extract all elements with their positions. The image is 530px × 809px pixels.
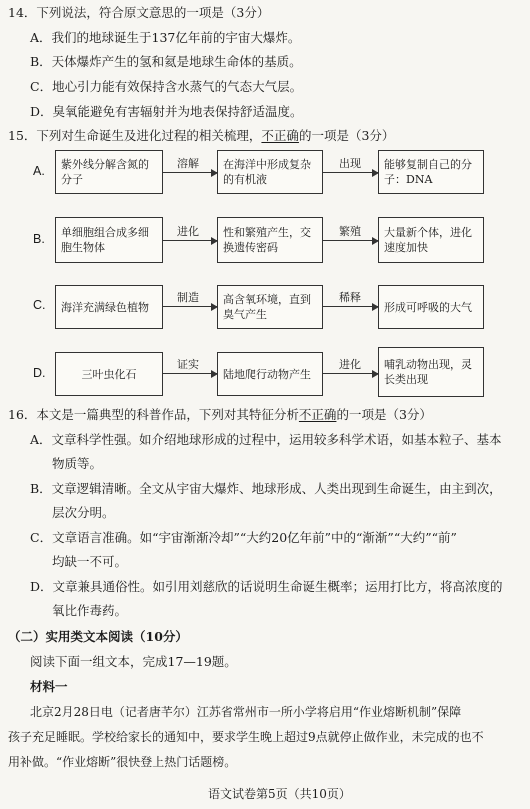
- q14-option-c: C．地心引力能有效保持含水蒸气的气态大气层。: [30, 79, 303, 94]
- q16-option-b-line-2: 层次分明。: [52, 505, 115, 520]
- material-1-line-1: 北京2月28日电（记者唐芊尔）江苏省常州市一所小学将启用“作业熔断机制”保障: [30, 705, 462, 719]
- q15-row-a-letter: A.: [33, 164, 45, 178]
- material-1-line-3: 用补做。“作业熔断”很快登上热门话题榜。: [8, 755, 237, 769]
- q16-option-d-line-2: 氧比作毒药。: [52, 603, 128, 618]
- q16-option-a-line-1: A．文章科学性强。如介绍地球形成的过程中，运用较多科学术语，如基本粒子、基本: [30, 432, 502, 447]
- q15-row-a-arrow-2: [323, 172, 378, 173]
- q14-stem: 14．下列说法，符合原文意思的一项是（3分）: [8, 5, 270, 20]
- q15-row-b-arrow-1: [163, 240, 217, 241]
- q15-row-d-box-1: 三叶虫化石: [55, 352, 163, 396]
- q15-row-b-box-2: 性和繁殖产生，交换遗传密码: [217, 217, 323, 263]
- q15-row-b-arrow-2-label: 繁殖: [339, 225, 361, 238]
- material-1-line-2: 孩子充足睡眠。学校给家长的通知中，要求学生晚上超过9点就停止做作业，未完成的也不: [8, 730, 484, 744]
- q15-stem-post: 的一项是（3分）: [298, 128, 395, 143]
- q15-stem-underlined: 不正确: [261, 128, 299, 143]
- q15-row-c-box-2: 高含氧环境，直到臭气产生: [217, 285, 323, 329]
- section-2-heading: （二）实用类文本阅读（10分）: [8, 629, 188, 644]
- q15-row-d-arrow-1: [163, 373, 217, 374]
- q15-row-c-arrow-2: [323, 306, 378, 307]
- q16-stem: [8, 407, 432, 423]
- page-footer: 语文试卷第5页（共10页）: [208, 787, 351, 801]
- q15-stem: [8, 128, 394, 144]
- q15-row-b-box-1: 单细胞组合成多细胞生物体: [55, 217, 163, 263]
- q16-option-a-line-2: 物质等。: [52, 456, 103, 471]
- q16-option-c-line-2: 均缺一不可。: [52, 554, 128, 569]
- q16-option-d-line-1: D．文章兼具通俗性。如引用刘慈欣的话说明生命诞生概率；运用打比方，将高浓度的: [30, 579, 503, 594]
- q15-row-d-box-2: 陆地爬行动物产生: [217, 352, 323, 396]
- q15-stem-pre: 15．下列对生命诞生及进化过程的相关梳理，: [8, 128, 262, 143]
- q16-option-c-line-1: C．文章语言准确。如“宇宙渐渐冷却”“大约20亿年前”中的“渐渐”“大约”“前”: [30, 530, 457, 545]
- q15-row-a-box-1: 紫外线分解含氮的分子: [55, 150, 163, 194]
- q15-row-d-box-3: 哺乳动物出现，灵长类出现: [378, 347, 484, 397]
- q15-row-a-arrow-1: [163, 172, 217, 173]
- q15-row-d-letter: D.: [33, 366, 46, 380]
- q15-row-b-arrow-2: [323, 240, 378, 241]
- q14-option-d: D．臭氧能避免有害辐射并为地表保持舒适温度。: [30, 104, 303, 119]
- q15-row-c-box-3: 形成可呼吸的大气: [378, 285, 484, 329]
- q15-row-c-arrow-1-label: 制造: [177, 291, 199, 304]
- q15-row-b-box-3: 大量新个体，进化速度加快: [378, 217, 484, 263]
- q16-stem-post: 的一项是（3分）: [336, 407, 432, 422]
- q14-option-b: B．天体爆炸产生的氢和氦是地球生命体的基质。: [30, 54, 302, 69]
- q15-row-b-arrow-1-label: 进化: [177, 225, 199, 238]
- q15-row-c-letter: C.: [33, 298, 46, 312]
- q15-row-a-box-2: 在海洋中形成复杂的有机液: [217, 150, 323, 194]
- q15-row-d-arrow-2: [323, 373, 378, 374]
- q15-row-c-box-1: 海洋充满绿色植物: [55, 285, 163, 329]
- q15-row-b-letter: B.: [33, 232, 45, 246]
- q15-row-a-box-3: 能够复制自己的分子：DNA: [378, 150, 484, 194]
- q15-row-d-arrow-2-label: 进化: [339, 358, 361, 371]
- q16-stem-underlined: 不正确: [298, 407, 337, 422]
- q15-row-a-arrow-2-label: 出现: [339, 157, 361, 170]
- q15-row-c-arrow-2-label: 稀释: [339, 291, 361, 304]
- material-1-title: 材料一: [30, 679, 68, 694]
- q14-option-a: A．我们的地球诞生于137亿年前的宇宙大爆炸。: [30, 30, 301, 45]
- section-2-instruction: 阅读下面一组文本，完成17—19题。: [30, 654, 237, 669]
- q15-row-a-arrow-1-label: 溶解: [177, 157, 199, 170]
- q15-row-d-arrow-1-label: 证实: [177, 358, 199, 371]
- q15-row-c-arrow-1: [163, 306, 217, 307]
- q16-stem-pre: 16．本文是一篇典型的科普作品，下列对其特征分析: [8, 407, 299, 422]
- q16-option-b-line-1: B．文章逻辑清晰。全文从宇宙大爆炸、地球形成、人类出现到生命诞生，由主到次，: [30, 481, 502, 496]
